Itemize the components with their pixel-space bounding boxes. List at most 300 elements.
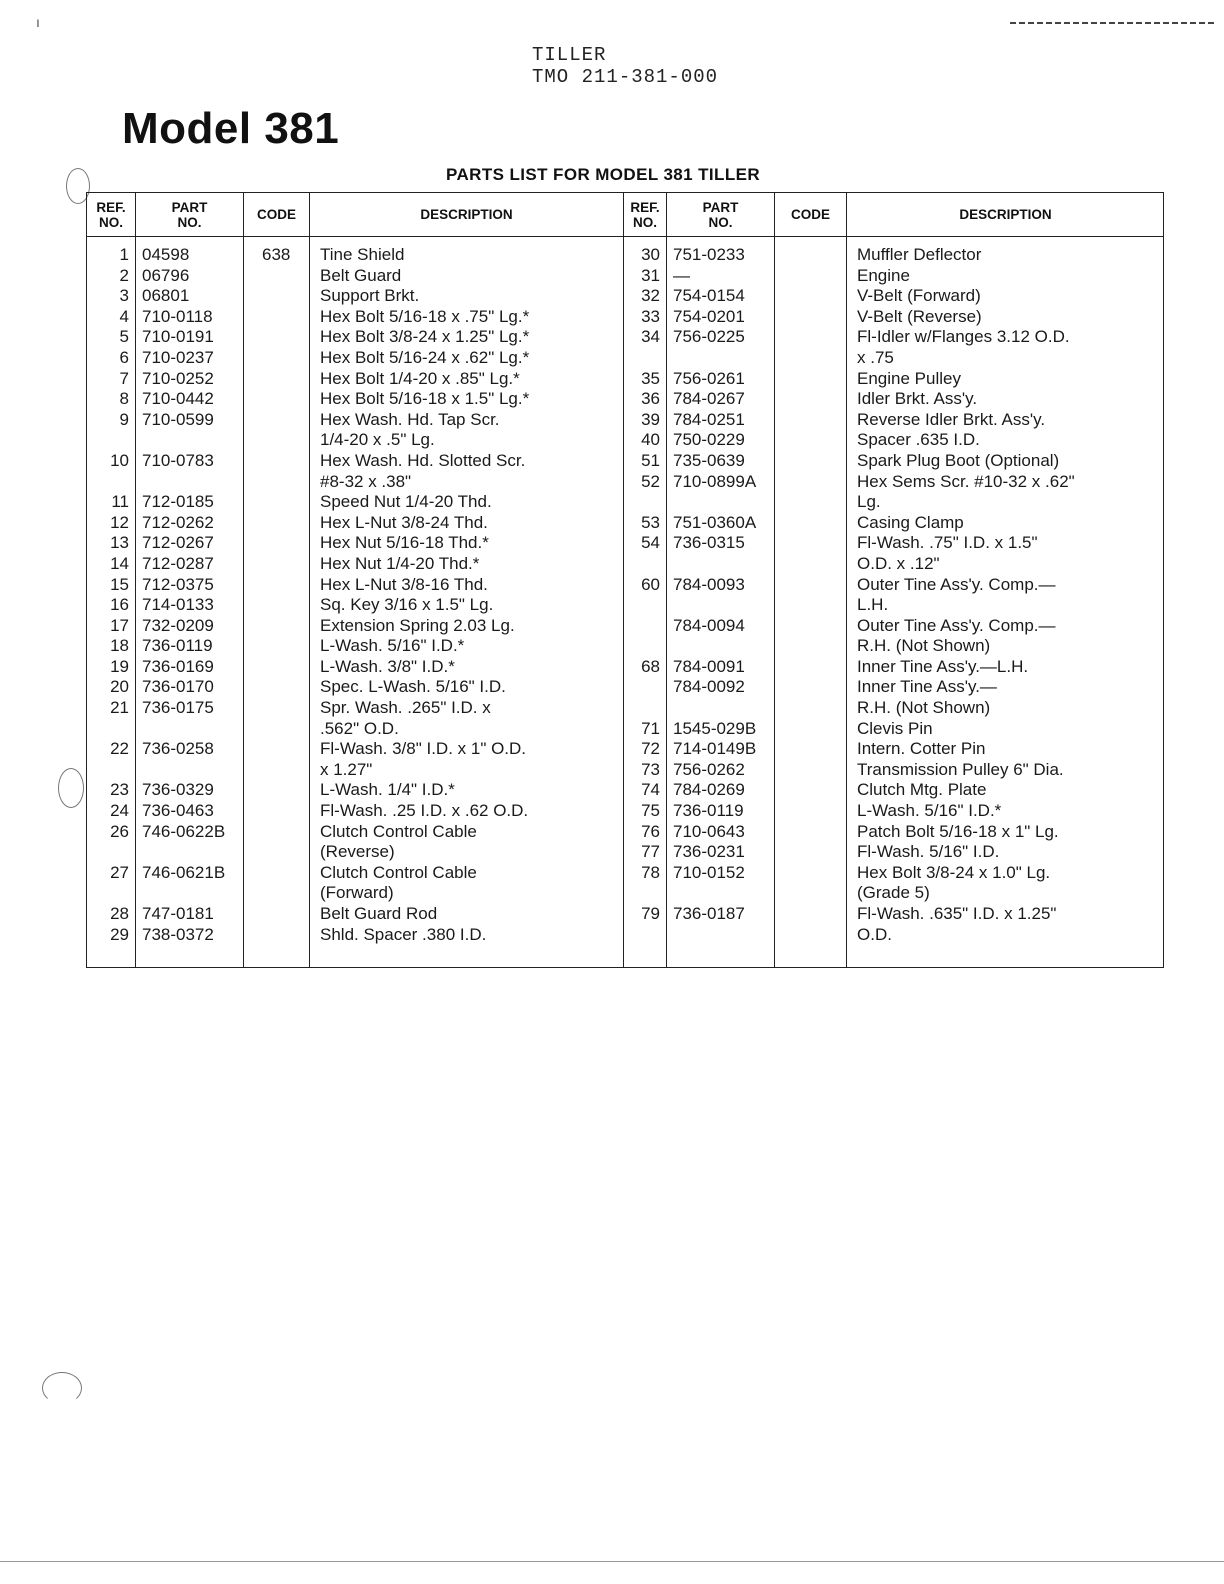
part-code-cell: [775, 307, 846, 328]
part-code-cell: [244, 348, 309, 369]
part-description-cell: Shld. Spacer .380 I.D.: [320, 924, 487, 944]
part-ref-cell: 24: [110, 801, 129, 821]
part-description-cell: Hex Bolt 5/16-24 x .62" Lg.*: [320, 347, 530, 367]
product-label: TILLER: [532, 44, 607, 66]
part-description-cell: Tine Shield: [320, 245, 405, 264]
parts-table: [86, 192, 1164, 968]
part-description-cell: Transmission Pulley 6" Dia.: [857, 759, 1064, 779]
part-ref-cell: 8: [119, 389, 129, 409]
part-description-cell: Fl-Wash. 5/16" I.D.: [857, 842, 1000, 862]
part-ref-cell: [624, 636, 666, 657]
part-description-cell: Clutch Control Cable: [320, 821, 477, 841]
part-part-cell: 736-0463: [142, 801, 214, 821]
part-part-cell: [667, 348, 774, 369]
part-part-cell: 736-0258: [142, 739, 214, 759]
part-ref-cell: 26: [110, 821, 129, 841]
part-code-cell: [244, 575, 309, 596]
part-ref-cell: 3: [119, 286, 129, 306]
part-part-cell: 712-0262: [142, 512, 214, 532]
part-ref-cell: 2: [119, 265, 129, 285]
part-code-cell: [244, 636, 309, 657]
binder-hole-mark: [58, 768, 84, 808]
part-ref-cell: 22: [110, 739, 129, 759]
part-description-cell: Reverse Idler Brkt. Ass'y.: [857, 409, 1046, 429]
part-ref-cell: 21: [110, 698, 129, 718]
part-part-cell: [667, 698, 774, 719]
part-ref-cell: 52: [641, 471, 660, 491]
part-code-cell: [775, 472, 846, 493]
part-ref-cell: 51: [641, 450, 660, 470]
part-description-cell: V-Belt (Reverse): [857, 306, 982, 326]
part-description-cell: Outer Tine Ass'y. Comp.—: [857, 574, 1056, 594]
part-code-cell: [244, 492, 309, 513]
part-code-cell: [775, 554, 846, 575]
part-part-cell: 710-0252: [142, 368, 214, 388]
part-description-cell: (Reverse): [320, 842, 395, 862]
description-column: [309, 237, 623, 967]
part-code-cell: [775, 616, 846, 637]
part-description-cell: Hex Bolt 1/4-20 x .85" Lg.*: [320, 368, 520, 388]
part-ref-cell: [87, 883, 135, 904]
part-description-cell: Extension Spring 2.03 Lg.: [320, 615, 515, 635]
part-part-cell: 736-0175: [142, 698, 214, 718]
part-code-cell: [244, 472, 309, 493]
part-code-cell: [775, 636, 846, 657]
part-description-cell: L-Wash. 5/16" I.D.*: [320, 636, 465, 656]
part-description-cell: Spec. L-Wash. 5/16" I.D.: [320, 677, 506, 697]
part-code-cell: [775, 286, 846, 307]
part-ref-cell: 27: [110, 862, 129, 882]
part-ref-cell: 23: [110, 780, 129, 800]
part-column: [135, 237, 243, 967]
part-code-cell: [775, 719, 846, 740]
part-ref-cell: [87, 842, 135, 863]
part-ref-cell: 5: [119, 327, 129, 347]
part-code-cell: [775, 575, 846, 596]
part-description-cell: Hex Bolt 3/8-24 x 1.0" Lg.: [857, 862, 1051, 882]
part-code-cell: [775, 677, 846, 698]
part-code-cell: [244, 595, 309, 616]
part-code-cell: [244, 863, 309, 884]
part-description-cell: Fl-Wash. .75" I.D. x 1.5": [857, 533, 1038, 553]
part-part-cell: 751-0233: [673, 245, 745, 264]
part-description-cell: .562" O.D.: [320, 718, 399, 738]
part-description-cell: Hex Bolt 5/16-18 x 1.5" Lg.*: [320, 389, 530, 409]
part-description-cell: Hex Wash. Hd. Slotted Scr.: [320, 450, 526, 470]
part-part-cell: 736-0170: [142, 677, 214, 697]
part-part-cell: 736-0231: [673, 842, 745, 862]
part-description-cell: Belt Guard Rod: [320, 904, 438, 923]
part-code-cell: 638: [262, 245, 291, 264]
part-ref-cell: [624, 492, 666, 513]
ref-column: [624, 237, 666, 967]
part-ref-cell: [87, 719, 135, 740]
part-code-cell: [244, 286, 309, 307]
part-code-cell: [244, 719, 309, 740]
part-part-cell: [667, 492, 774, 513]
part-part-cell: [136, 472, 243, 493]
ref-column: [87, 237, 135, 967]
part-description-cell: Spr. Wash. .265" I.D. x: [320, 698, 491, 718]
col-header-ref: REF. NO.: [87, 193, 135, 237]
part-part-cell: 712-0185: [142, 492, 214, 512]
part-ref-cell: 39: [641, 409, 660, 429]
scan-bottom-edge: [0, 1561, 1224, 1562]
part-part-cell: 714-0133: [142, 595, 214, 615]
part-part-cell: 710-0191: [142, 327, 214, 347]
part-part-cell: 710-0442: [142, 389, 214, 409]
part-description-cell: V-Belt (Forward): [857, 286, 981, 306]
part-description-cell: R.H. (Not Shown): [857, 698, 991, 718]
part-part-cell: 736-0169: [142, 656, 214, 676]
part-part-cell: 712-0287: [142, 553, 214, 573]
part-description-cell: Hex Bolt 3/8-24 x 1.25" Lg.*: [320, 327, 530, 347]
part-ref-cell: 36: [641, 389, 660, 409]
part-code-cell: [775, 657, 846, 678]
part-code-cell: [775, 430, 846, 451]
parts-list-title: PARTS LIST FOR MODEL 381 TILLER: [446, 165, 761, 184]
part-ref-cell: [87, 430, 135, 451]
col-header-code: CODE: [243, 193, 309, 237]
part-code-cell: [244, 513, 309, 534]
part-part-cell: 710-0783: [142, 450, 214, 470]
part-description-cell: O.D. x .12": [857, 553, 940, 573]
part-code-cell: [775, 348, 846, 369]
part-ref-cell: 12: [110, 512, 129, 532]
part-ref-cell: 74: [641, 780, 660, 800]
part-description-cell: L-Wash. 5/16" I.D.*: [857, 801, 1002, 821]
part-description-cell: Hex L-Nut 3/8-24 Thd.: [320, 512, 488, 532]
part-ref-cell: 71: [641, 718, 660, 738]
part-description-cell: Clutch Mtg. Plate: [857, 780, 987, 800]
part-part-cell: 746-0621B: [142, 862, 226, 882]
part-code-cell: [244, 883, 309, 904]
part-description-cell: Hex Sems Scr. #10-32 x .62": [857, 471, 1075, 491]
part-description-cell: (Forward): [320, 883, 394, 903]
part-ref-cell: [624, 616, 666, 637]
part-part-cell: [667, 595, 774, 616]
part-description-cell: L-Wash. 1/4" I.D.*: [320, 780, 455, 800]
part-part-cell: 714-0149B: [673, 739, 757, 759]
part-description-cell: x 1.27": [320, 759, 373, 779]
part-part-cell: 747-0181: [142, 904, 214, 923]
part-description-cell: R.H. (Not Shown): [857, 636, 991, 656]
part-description-cell: Idler Brkt. Ass'y.: [857, 389, 978, 409]
part-part-cell: 746-0622B: [142, 821, 226, 841]
part-code-cell: [244, 369, 309, 390]
part-ref-cell: 13: [110, 533, 129, 553]
part-part-cell: 738-0372: [142, 924, 214, 944]
part-ref-cell: 53: [641, 512, 660, 532]
part-part-cell: 784-0091: [673, 656, 745, 676]
part-description-cell: Hex Bolt 5/16-18 x .75" Lg.*: [320, 306, 530, 326]
part-code-cell: [244, 430, 309, 451]
part-ref-cell: 15: [110, 574, 129, 594]
part-description-cell: Engine: [857, 265, 910, 285]
part-description-cell: Muffler Deflector: [857, 245, 982, 264]
part-code-cell: [244, 904, 309, 925]
code-column: [243, 237, 309, 967]
part-part-cell: 784-0094: [673, 615, 745, 635]
part-ref-cell: 78: [641, 862, 660, 882]
part-part-cell: 710-0118: [142, 306, 213, 326]
part-part-cell: 06796: [142, 265, 190, 285]
part-part-cell: 736-0119: [142, 636, 213, 656]
part-code-cell: [775, 904, 846, 925]
part-ref-cell: 30: [641, 245, 660, 264]
part-code-cell: [775, 245, 846, 266]
part-description-cell: Engine Pulley: [857, 368, 961, 388]
part-code-cell: [244, 698, 309, 719]
part-code-cell: [244, 389, 309, 410]
part-part-cell: [136, 883, 243, 904]
col-header-ref: REF. NO.: [624, 193, 666, 237]
part-part-cell: 710-0899A: [673, 471, 757, 491]
part-description-cell: O.D.: [857, 924, 892, 944]
part-ref-cell: 19: [110, 656, 129, 676]
part-part-cell: 732-0209: [142, 615, 214, 635]
part-ref-cell: 33: [641, 306, 660, 326]
part-code-cell: [775, 780, 846, 801]
binder-hole-mark: [42, 1372, 82, 1404]
part-code-cell: [244, 780, 309, 801]
tmo-number: TMO 211-381-000: [532, 66, 719, 88]
part-code-cell: [244, 307, 309, 328]
part-description-cell: L-Wash. 3/8" I.D.*: [320, 656, 455, 676]
part-code-cell: [244, 266, 309, 287]
part-part-cell: 754-0154: [673, 286, 745, 306]
scan-mark: ı: [36, 14, 40, 30]
part-ref-cell: [624, 677, 666, 698]
part-part-cell: [136, 842, 243, 863]
part-code-cell: [244, 451, 309, 472]
part-description-cell: Spacer .635 I.D.: [857, 430, 980, 450]
part-code-cell: [775, 698, 846, 719]
part-description-cell: Speed Nut 1/4-20 Thd.: [320, 492, 492, 512]
part-part-cell: 784-0093: [673, 574, 745, 594]
code-column: [774, 237, 846, 967]
part-code-cell: [775, 389, 846, 410]
part-description-cell: Intern. Cotter Pin: [857, 739, 986, 759]
part-ref-cell: 34: [641, 327, 660, 347]
part-ref-cell: 31: [641, 265, 660, 285]
part-description-cell: Outer Tine Ass'y. Comp.—: [857, 615, 1056, 635]
part-code-cell: [775, 760, 846, 781]
part-ref-cell: [87, 472, 135, 493]
part-code-cell: [775, 595, 846, 616]
part-code-cell: [775, 451, 846, 472]
part-description-cell: Hex L-Nut 3/8-16 Thd.: [320, 574, 488, 594]
part-code-cell: [775, 925, 846, 946]
part-ref-cell: 14: [110, 553, 129, 573]
part-part-cell: [667, 554, 774, 575]
part-part-cell: 751-0360A: [673, 512, 757, 532]
part-code-cell: [775, 533, 846, 554]
part-description-cell: x .75: [857, 347, 894, 367]
part-part-cell: [667, 636, 774, 657]
part-part-cell: 735-0639: [673, 450, 745, 470]
col-header-description: DESCRIPTION: [846, 193, 1164, 237]
part-part-cell: 04598: [142, 245, 190, 264]
part-code-cell: [775, 327, 846, 348]
part-part-cell: [667, 883, 774, 904]
part-ref-cell: 79: [641, 904, 660, 923]
part-ref-cell: [624, 698, 666, 719]
part-ref-cell: 1: [119, 245, 129, 264]
part-description-cell: Support Brkt.: [320, 286, 420, 306]
part-code-cell: [244, 739, 309, 760]
part-ref-cell: 32: [641, 286, 660, 306]
part-description-cell: L.H.: [857, 595, 889, 615]
part-ref-cell: 16: [110, 595, 129, 615]
part-code-cell: [244, 925, 309, 946]
part-part-cell: 736-0329: [142, 780, 214, 800]
part-ref-cell: 28: [110, 904, 129, 923]
part-ref-cell: 75: [641, 801, 660, 821]
part-code-cell: [775, 492, 846, 513]
part-part-cell: 1545-029B: [673, 718, 757, 738]
part-ref-cell: 77: [641, 842, 660, 862]
part-description-cell: (Grade 5): [857, 883, 930, 903]
part-part-cell: [667, 925, 774, 946]
col-header-code: CODE: [774, 193, 846, 237]
part-code-cell: [775, 513, 846, 534]
part-ref-cell: [624, 348, 666, 369]
part-code-cell: [244, 842, 309, 863]
part-code-cell: [244, 677, 309, 698]
part-part-cell: [136, 430, 243, 451]
part-description-cell: Clutch Control Cable: [320, 862, 477, 882]
part-description-cell: Clevis Pin: [857, 718, 933, 738]
part-code-cell: [244, 554, 309, 575]
part-part-cell: —: [673, 265, 690, 285]
part-part-cell: 784-0267: [673, 389, 745, 409]
part-part-cell: 784-0269: [673, 780, 745, 800]
part-description-cell: 1/4-20 x .5" Lg.: [320, 430, 435, 450]
part-part-cell: 712-0375: [142, 574, 214, 594]
part-code-cell: [244, 657, 309, 678]
part-ref-cell: 18: [110, 636, 129, 656]
part-description-cell: Fl-Idler w/Flanges 3.12 O.D.: [857, 327, 1070, 347]
part-description-cell: Patch Bolt 5/16-18 x 1" Lg.: [857, 821, 1059, 841]
description-column: [846, 237, 1164, 967]
part-part-cell: 756-0262: [673, 759, 745, 779]
part-part-cell: 710-0152: [673, 862, 745, 882]
part-part-cell: 756-0261: [673, 368, 745, 388]
part-part-cell: 710-0599: [142, 409, 214, 429]
part-ref-cell: [87, 760, 135, 781]
part-part-cell: 736-0119: [673, 801, 744, 821]
document-header: [532, 44, 718, 88]
part-part-cell: 754-0201: [673, 306, 745, 326]
part-ref-cell: [624, 595, 666, 616]
part-part-cell: 710-0237: [142, 347, 214, 367]
part-code-cell: [775, 863, 846, 884]
part-description-cell: Hex Nut 1/4-20 Thd.*: [320, 553, 480, 573]
part-code-cell: [775, 801, 846, 822]
part-description-cell: Inner Tine Ass'y.—: [857, 677, 997, 697]
part-code-cell: [244, 533, 309, 554]
part-ref-cell: [624, 925, 666, 946]
part-description-cell: Sq. Key 3/16 x 1.5" Lg.: [320, 595, 494, 615]
part-part-cell: 756-0225: [673, 327, 745, 347]
part-ref-cell: [624, 883, 666, 904]
part-code-cell: [244, 616, 309, 637]
scan-streak: [1010, 22, 1214, 24]
part-ref-cell: 40: [641, 430, 660, 450]
part-ref-cell: 7: [119, 368, 129, 388]
part-code-cell: [244, 327, 309, 348]
part-column: [666, 237, 774, 967]
part-description-cell: Casing Clamp: [857, 512, 964, 532]
part-ref-cell: 76: [641, 821, 660, 841]
part-ref-cell: [624, 554, 666, 575]
part-description-cell: Hex Wash. Hd. Tap Scr.: [320, 409, 500, 429]
part-code-cell: [775, 410, 846, 431]
part-code-cell: [775, 883, 846, 904]
part-code-cell: [775, 822, 846, 843]
part-ref-cell: 20: [110, 677, 129, 697]
part-code-cell: [244, 801, 309, 822]
part-ref-cell: 60: [641, 574, 660, 594]
parts-table-left: [87, 193, 623, 967]
part-part-cell: [136, 760, 243, 781]
part-description-cell: Lg.: [857, 492, 881, 512]
part-part-cell: 712-0267: [142, 533, 214, 553]
part-ref-cell: 10: [110, 450, 129, 470]
part-ref-cell: 11: [111, 492, 129, 512]
part-ref-cell: 68: [641, 656, 660, 676]
part-code-cell: [244, 410, 309, 431]
parts-table-right: [623, 193, 1164, 967]
col-header-part: PART NO.: [135, 193, 243, 237]
part-code-cell: [775, 266, 846, 287]
part-part-cell: 784-0251: [673, 409, 745, 429]
part-ref-cell: 9: [119, 409, 129, 429]
col-header-description: DESCRIPTION: [309, 193, 623, 237]
part-part-cell: [136, 719, 243, 740]
part-description-cell: Fl-Wash. .25 I.D. x .62 O.D.: [320, 801, 529, 821]
part-ref-cell: 73: [641, 759, 660, 779]
part-description-cell: Spark Plug Boot (Optional): [857, 450, 1060, 470]
part-part-cell: 750-0229: [673, 430, 745, 450]
part-code-cell: [775, 369, 846, 390]
part-part-cell: 710-0643: [673, 821, 745, 841]
col-header-part: PART NO.: [666, 193, 774, 237]
part-code-cell: [244, 822, 309, 843]
page-title: Model 381: [122, 104, 340, 153]
part-ref-cell: 29: [110, 924, 129, 944]
part-part-cell: 06801: [142, 286, 190, 306]
part-description-cell: Fl-Wash. .635" I.D. x 1.25": [857, 904, 1057, 923]
part-ref-cell: 17: [110, 615, 129, 635]
part-code-cell: [775, 842, 846, 863]
part-description-cell: Belt Guard: [320, 265, 402, 285]
part-ref-cell: 4: [119, 306, 129, 326]
part-part-cell: 736-0187: [673, 904, 745, 923]
part-description-cell: Inner Tine Ass'y.—L.H.: [857, 656, 1029, 676]
part-ref-cell: 54: [641, 533, 660, 553]
part-description-cell: Hex Nut 5/16-18 Thd.*: [320, 533, 489, 553]
part-code-cell: [775, 739, 846, 760]
part-part-cell: 784-0092: [673, 677, 745, 697]
part-ref-cell: 72: [641, 739, 660, 759]
part-ref-cell: 6: [119, 347, 129, 367]
part-part-cell: 736-0315: [673, 533, 745, 553]
part-ref-cell: 35: [641, 368, 660, 388]
part-description-cell: Fl-Wash. 3/8" I.D. x 1" O.D.: [320, 739, 527, 759]
part-code-cell: [244, 760, 309, 781]
